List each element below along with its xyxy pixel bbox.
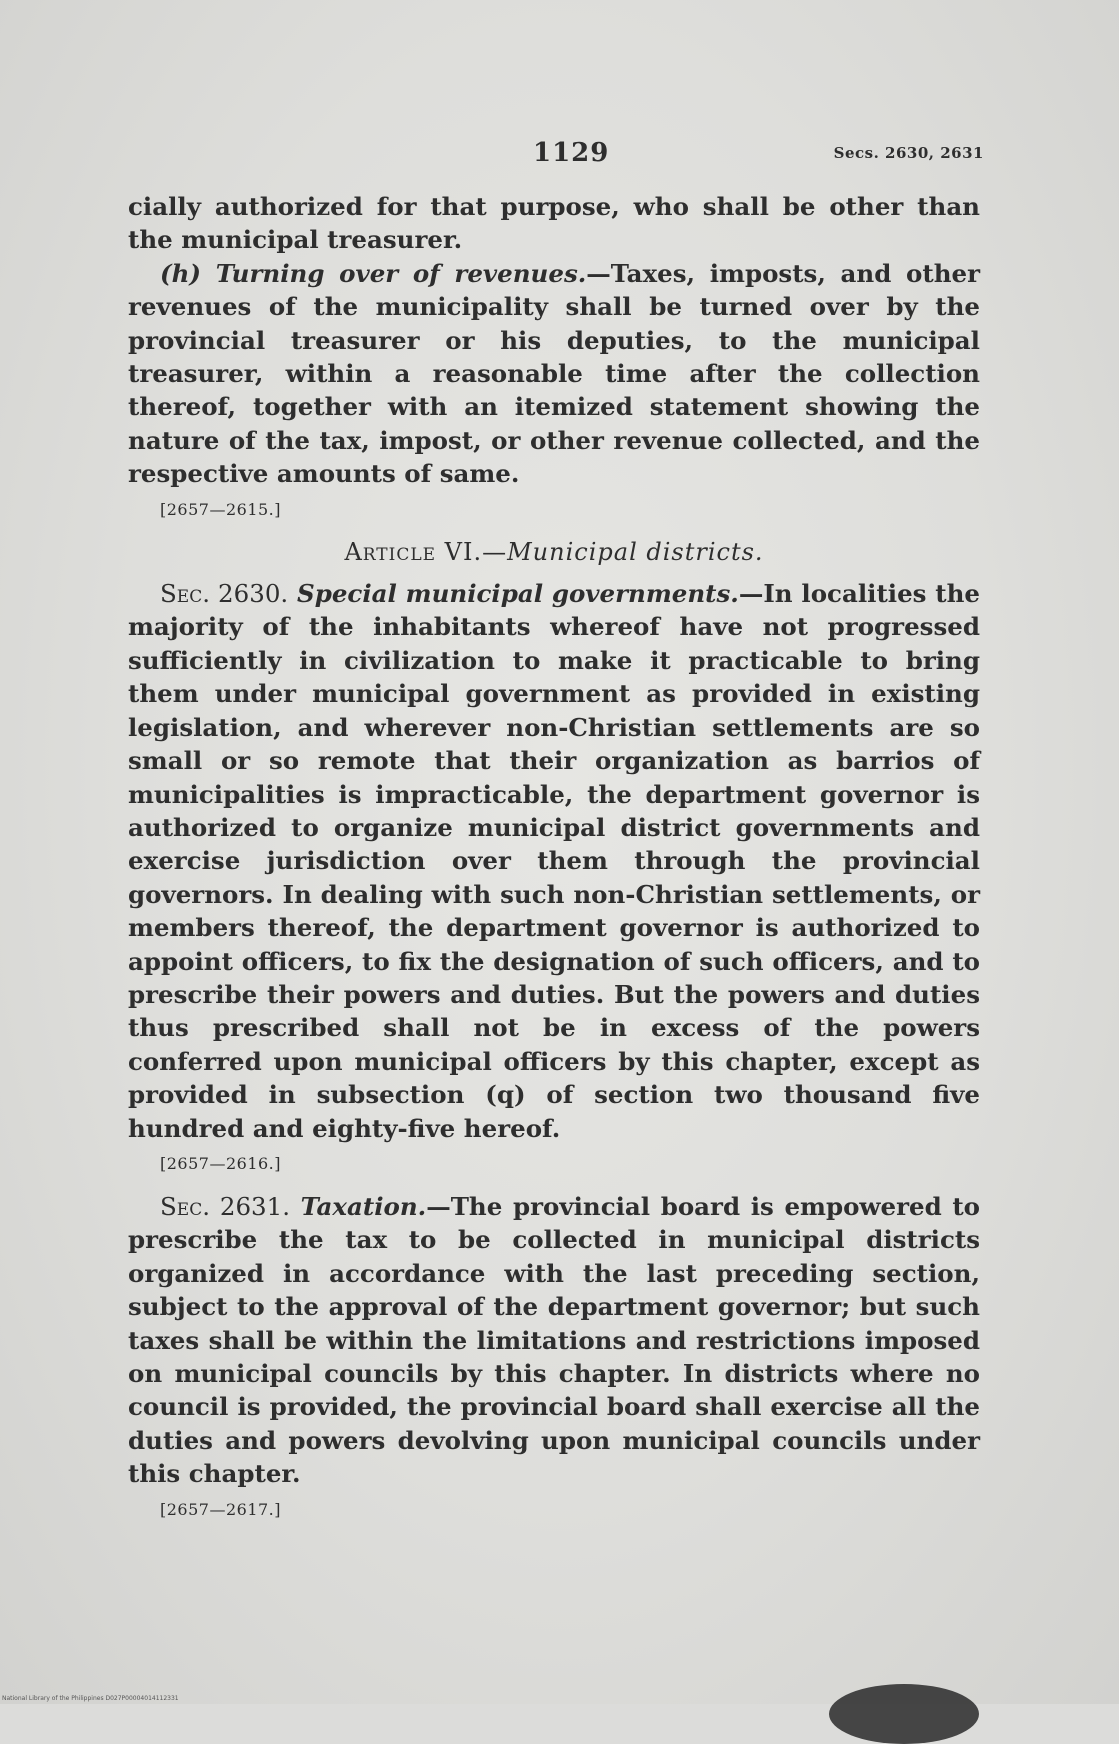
library-stamp: National Library of the Philippines D027P00004014112331: [2, 1695, 179, 1702]
page-header: [128, 138, 986, 178]
section-2630-text: In localities the majority of the inhabitants whereof have not progressed sufficiently in civilization to make it practicable to bring them under municipal government as provided in existing legislation, and wherever non-Christian settlements are so small or so remote that their organization as barrios of municipalities is impracticable, the department governor is authorized to organize municipal district governments and exercise jurisdiction over them through the provincial governors. In dealing with such non-Christian settlements, or members thereof, the department governor is authorized to appoint officers, to fix the designation of such officers, and to prescribe their powers and duties. But the powers and duties thus prescribed shall not be in excess of the powers conferred upon municipal officers by this chapter, except as provided in subsection (q) of section two thousand five hundred and eighty-five hereof.: [128, 579, 980, 1143]
continuation-paragraph: cially authorized for that purpose, who shall be other than the municipal treasurer.: [128, 192, 980, 255]
citation-reference: [2657—2617.]: [160, 1499, 282, 1519]
section-2630-label: Sec. 2630.: [160, 579, 289, 609]
article-prefix: Article VI.—: [344, 537, 508, 566]
subsection-h-label: (h): [160, 258, 201, 288]
sections-reference: Secs. 2630, 2631: [833, 144, 984, 162]
section-2631-label: Sec. 2631.: [160, 1191, 291, 1221]
section-2630-title: Special municipal governments.: [297, 579, 739, 609]
section-2630-paragraph: Sec. 2630. Special municipal governments.—In localities the majority of the inhabitants whereof have not progressed sufficiently in civilization to make it practicable to bring them under municipal government as provided in existing legislation, and wherever non-Christian settlements are so small or so remote that their organization as barrios of municipalities is impracticable, the department governor is authorized to organize municipal district governments and exercise jurisdiction over them through the provincial governors. In dealing with such non-Christian settlements, or members thereof, the department governor is authorized to appoint officers, to fix the designation of such officers, and to prescribe their powers and duties. But the powers and duties thus prescribed shall not be in excess of the powers conferred upon municipal officers by this chapter, except as provided in subsection (q) of section two thousand five hundred and eighty-five hereof.: [128, 579, 980, 1143]
subsection-h-title: Turning over of revenues.: [215, 258, 587, 288]
subsection-h-text: Taxes, imposts, and other revenues of the municipality shall be turned over by the provincial treasurer or his deputies, to the municipal treasurer, within a reasonable time after the collection thereof, together with an itemized statement showing the nature of the tax, impost, or other revenue collected, and the respective amounts of same.: [128, 258, 980, 489]
citation-reference: [2657—2616.]: [160, 1153, 282, 1173]
section-2631-title: Taxation.: [300, 1191, 427, 1221]
page-number: 1129: [533, 138, 610, 168]
page-body: [128, 190, 980, 1536]
citation-reference: [2657—2615.]: [160, 499, 282, 519]
section-2631-text: The provincial board is empowered to prescribe the tax to be collected in municipal districts organized in accordance with the last preceding section, subject to the approval of the department governor; but such taxes shall be within the limitations and restrictions imposed on municipal councils by this chapter. In districts where no council is provided, the provincial board shall exercise all the duties and powers devolving upon municipal councils under this chapter.: [128, 1191, 981, 1489]
article-title: Municipal districts.: [507, 537, 764, 566]
section-2631-paragraph: Sec. 2631. Taxation.—The provincial board is empowered to prescribe the tax to be collected in municipal districts organized in accordance with the last preceding section, subject to the approval of the department governor; but such taxes shall be within the limitations and restrictions imposed on municipal councils by this chapter. In districts where no council is provided, the provincial board shall exercise all the duties and powers devolving upon municipal councils under this chapter.: [128, 1191, 981, 1489]
article-heading: [128, 536, 980, 569]
subsection-h-paragraph: (h) Turning over of revenues.—Taxes, imposts, and other revenues of the municipality shall be turned over by the provincial treasurer or his deputies, to the municipal treasurer, within a reasonable time after the collection thereof, together with an itemized statement showing the nature of the tax, impost, or other revenue collected, and the respective amounts of same.: [128, 258, 980, 489]
scan-edge-shadow: [829, 1684, 979, 1744]
